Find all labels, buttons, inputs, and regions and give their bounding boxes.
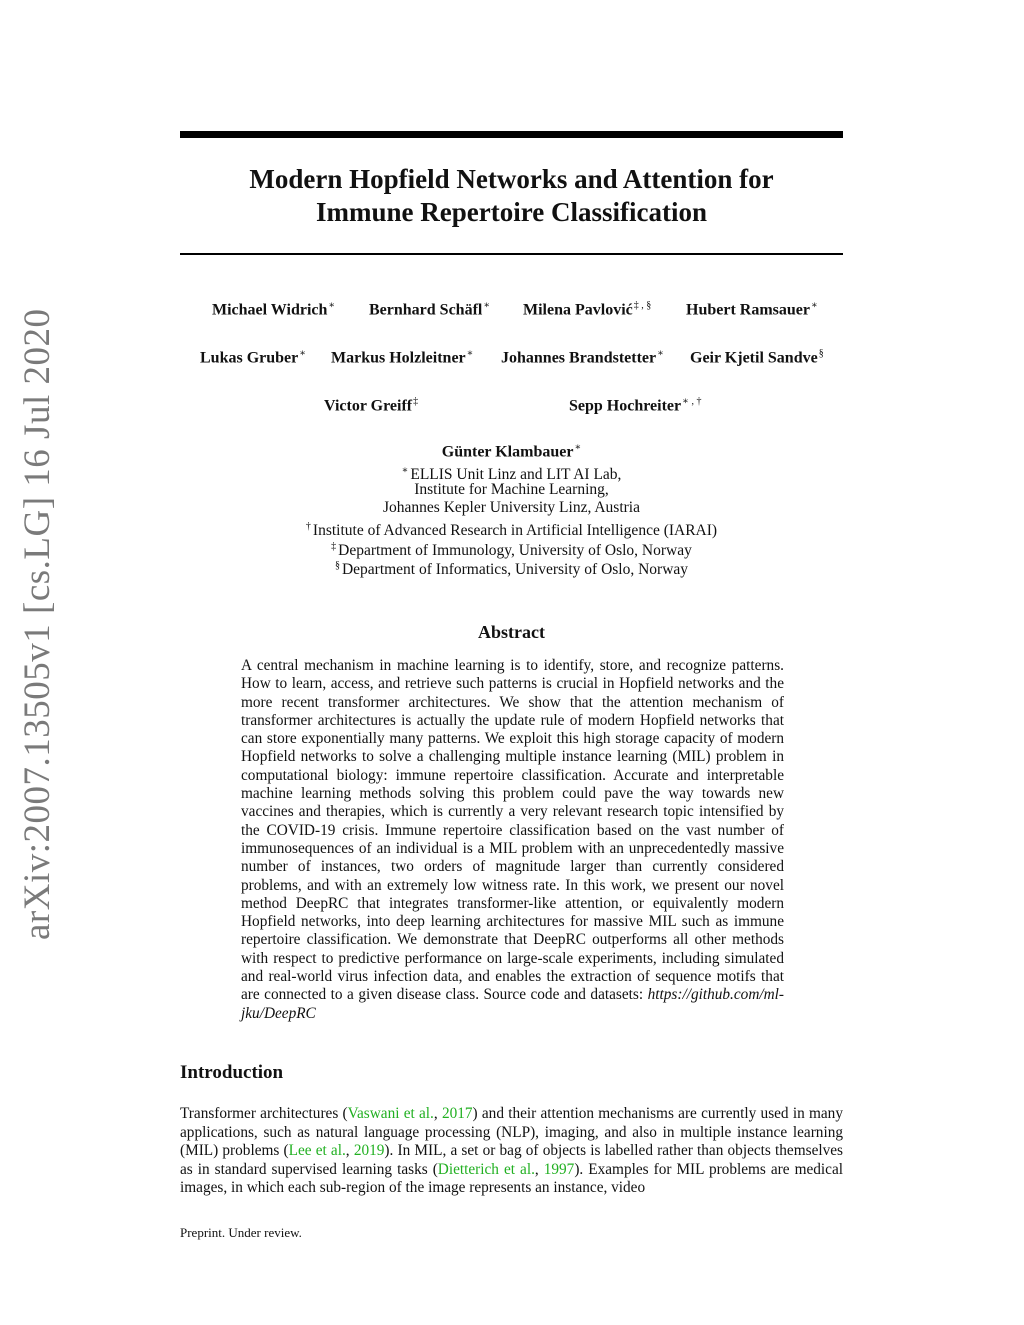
intro-text: ). Examples for MIL problems are medical images, in which each sub-region of the image represents an instance, video <box>180 1160 843 1196</box>
author-mark: ∗ <box>657 348 664 359</box>
title-bottom-rule <box>180 253 843 255</box>
affiliation-text: Johannes Kepler University Linz, Austria <box>383 499 640 516</box>
affiliation-text: Department of Informatics, University of Oslo, Norway <box>341 561 689 579</box>
author-hubert-ramsauer <box>686 300 818 319</box>
author-lukas-gruber <box>200 348 306 367</box>
intro-text: ). In MIL, a set or bag of objects is labelled rather than objects themselves as in standard supervised learning tasks ( <box>180 1142 843 1178</box>
author-milena-pavlovic <box>523 300 651 319</box>
title-top-rule <box>180 131 843 138</box>
citation-dietterich-author[interactable]: Dietterich et al. <box>437 1160 535 1178</box>
affiliation-text: Institute for Machine Learning, <box>414 481 609 498</box>
author-name: Victor Greiff <box>324 397 413 415</box>
citation-vaswani-author[interactable]: Vaswani et al. <box>347 1105 434 1122</box>
affiliation-line <box>180 556 843 579</box>
citation-separator: , <box>433 1105 442 1122</box>
intro-text: ) and their attention mechanisms are currently used in many applications, such as natural language processing (NLP), imaging, and also in multiple instance learning (MIL) problems ( <box>180 1105 843 1159</box>
title-line-2: Immune Repertoire Classification <box>316 197 707 227</box>
author-name: Geir Kjetil Sandve <box>690 349 818 367</box>
paper-title <box>180 163 843 229</box>
author-mark: ‡ , § <box>633 300 652 311</box>
introduction-heading: Introduction <box>180 1062 284 1083</box>
author-name: Michael Widrich <box>212 301 328 319</box>
citation-vaswani-year[interactable]: 2017 <box>441 1105 473 1122</box>
abstract-body <box>241 657 784 1023</box>
citation-dietterich-year[interactable]: 1997 <box>543 1160 575 1178</box>
author-bernhard-schaefl <box>369 300 490 319</box>
affiliation-text: ELLIS Unit Linz and LIT AI Lab, <box>410 466 622 484</box>
affiliation-mark: † <box>305 521 311 532</box>
author-name: Hubert Ramsauer <box>686 301 810 319</box>
affiliation-text: Department of Immunology, University of Oslo, Norway <box>338 542 692 560</box>
abstract-heading: Abstract <box>478 622 545 642</box>
author-name: Johannes Brandstetter <box>501 349 657 367</box>
author-geir-kjetil-sandve <box>690 348 824 367</box>
intro-text: Transformer architectures ( <box>180 1105 348 1122</box>
affiliation-text: Institute of Advanced Research in Artificial Intelligence (IARAI) <box>312 522 718 540</box>
author-name: Günter Klambauer <box>441 443 574 461</box>
author-guenter-klambauer <box>180 442 843 461</box>
citation-separator: , <box>345 1142 354 1159</box>
title-line-1: Modern Hopfield Networks and Attention for <box>249 164 774 194</box>
author-name: Markus Holzleitner <box>331 349 466 367</box>
author-sepp-hochreiter <box>569 396 701 415</box>
affiliation-line <box>180 480 843 499</box>
author-mark: ‡ <box>413 396 419 407</box>
abstract-text: A central mechanism in machine learning is to identify, store, and recognize patterns. How to learn, access, and retrieve such patterns is crucial in Hopfield networks and the more recent transformer architectures. We show that the attention mechanism of transformer architectures is actually the update rule of modern Hopfield networks that can store exponentially many patterns. We exploit this high storage capacity of modern Hopfield networks to solve a challenging multiple instance learning (MIL) problem in computational biology: immune repertoire classification. Accurate and interpretable machine learning methods solving this problem could pave the way towards new vaccines and therapies, which is currently a very relevant research topic intensified by the COVID-19 crisis. Immune repertoire classification based on the vast number of immunosequences of an individual is a MIL problem with an unprecedentedly massive number of instances, two orders of magnitude larger than currently considered problems, and with an extremely low witness rate. In this work, we present our novel method DeepRC that integrates transformer-like attention, or equivalently modern Hopfield networks, into deep learning architectures for massive MIL such as immune repertoire classification. We demonstrate that DeepRC outperforms all other methods with respect to predictive performance on large-scale experiments, including simulated and real-world virus infection data, and enables the extraction of sequence motifs that are connected to a given disease class. Source code and datasets: <box>241 657 784 1004</box>
author-mark: § <box>818 348 824 359</box>
citation-lee-author[interactable]: Lee et al. <box>288 1142 346 1159</box>
citation-separator: , <box>534 1160 544 1178</box>
affiliation-line <box>180 498 843 517</box>
author-johannes-brandstetter <box>501 348 664 367</box>
author-michael-widrich <box>212 300 335 319</box>
author-name: Sepp Hochreiter <box>569 397 682 415</box>
preprint-footer: Preprint. Under review. <box>180 1225 302 1240</box>
citation-lee-year[interactable]: 2019 <box>353 1142 385 1159</box>
arxiv-identifier: arXiv:2007.13505v1 [cs.LG] 16 Jul 2020 <box>17 308 58 940</box>
author-markus-holzleitner <box>331 348 473 367</box>
author-name: Bernhard Schäfl <box>369 301 483 319</box>
author-mark: ∗ <box>299 348 307 359</box>
author-mark: ∗ , † <box>682 396 702 407</box>
author-mark: ∗ <box>483 300 491 311</box>
source-code-link[interactable]: https://github.com/ml-jku/DeepRC <box>241 986 785 1022</box>
affiliation-mark: ‡ <box>331 541 337 552</box>
author-victor-greiff <box>324 396 418 415</box>
affiliation-mark: § <box>334 560 340 571</box>
author-mark: ∗ <box>574 442 582 453</box>
introduction-paragraph <box>180 1105 843 1198</box>
author-mark: ∗ <box>466 348 474 359</box>
author-mark: ∗ <box>810 300 818 311</box>
author-mark: ∗ <box>328 300 336 311</box>
author-name: Lukas Gruber <box>200 349 299 367</box>
affiliation-mark: ∗ <box>401 465 409 476</box>
author-name: Milena Pavlović <box>523 301 633 319</box>
